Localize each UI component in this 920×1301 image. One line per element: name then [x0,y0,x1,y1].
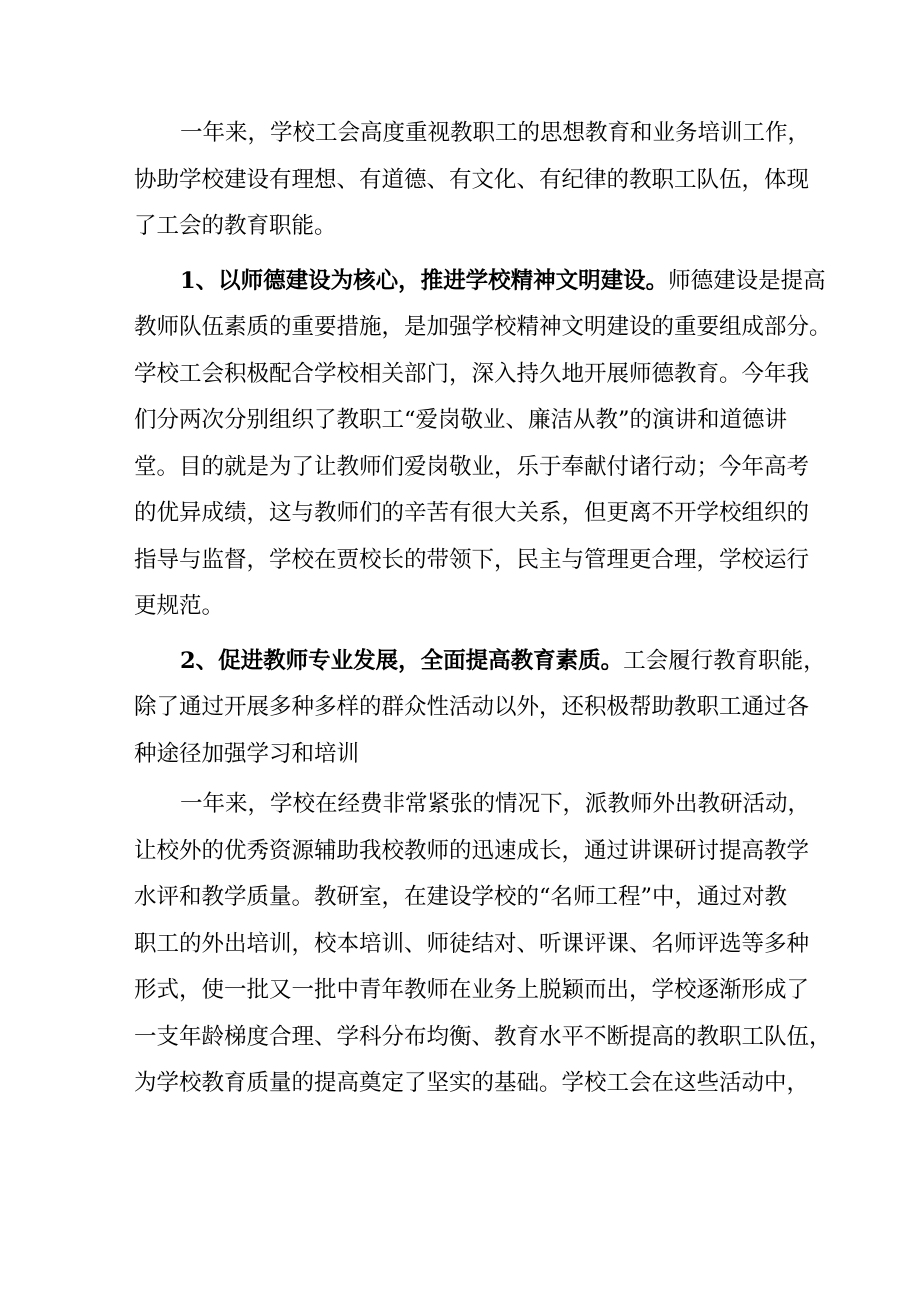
text-segment: 师德建设是提高 [668,267,826,294]
text-line: 为学校教育质量的提高奠定了坚实的基础。学校工会在这些活动中， [134,1070,810,1096]
text-line: 们分两次分别组织了教职工“爱岗敬业、廉洁从教”的演讲和道德讲 [134,407,788,433]
text-line: 形式，使一批又一批中青年教师在业务上脱颖而出，学校逐渐形成了 [134,977,810,1003]
text-line: 一支年龄梯度合理、学科分布均衡、教育水平不断提高的教职工队伍， [134,1023,832,1050]
text-line: 协助学校建设有理想、有道德、有文化、有纪律的教职工队伍，体现 [134,166,810,193]
section-heading-1: 1、以师德建设为核心，推进学校精神文明建设。 [180,267,669,294]
text-line [134,258,854,305]
text-line [134,638,854,685]
paragraph-professional-development [134,638,854,778]
text-line: 水评和教学质量。教研室，在建设学校的“名师工程”中，通过对教 [134,884,788,910]
text-line: 的优异成绩，这与教师们的辛苦有很大关系，但更离不开学校组织的 [134,500,810,526]
text-segment: 工会履行教育职能， [623,647,826,674]
text-line: 种途径加强学习和培训 [134,740,360,767]
paragraph-ethics-building [134,258,854,630]
text-line: 堂。目的就是为了让教师们爱岗敬业，乐于奉献付诸行动；今年高考 [134,453,810,480]
paragraph-education-intro [134,110,854,250]
text-line: 除了通过开展多种多样的群众性活动以外，还积极帮助教职工通过各 [134,694,810,720]
text-line: 一年来，学校工会高度重视教职工的思想教育和业务培训工作， [180,120,811,146]
text-line: 学校工会积极配合学校相关部门，深入持久地开展师德教育。今年我 [134,360,810,387]
text-line: 让校外的优秀资源辅助我校教师的迅速成长，通过讲课研讨提高教学 [134,837,810,864]
text-line: 指导与监督，学校在贾校长的带领下，民主与管理更合理，学校运行 [134,546,810,573]
document-body [134,110,854,1107]
text-line: 一年来，学校在经费非常紧张的情况下，派教师外出教研活动， [180,791,811,817]
text-line: 职工的外出培训，校本培训、师徒结对、听课评课、名师评选等多种 [134,930,810,957]
paragraph-training-activities [134,781,854,1107]
text-line: 教师队伍素质的重要措施，是加强学校精神文明建设的重要组成部分。 [134,314,832,340]
text-line: 了工会的教育职能。 [134,213,337,239]
section-heading-2: 2、促进教师专业发展，全面提高教育素质。 [180,647,624,674]
text-line: 更规范。 [134,593,225,619]
